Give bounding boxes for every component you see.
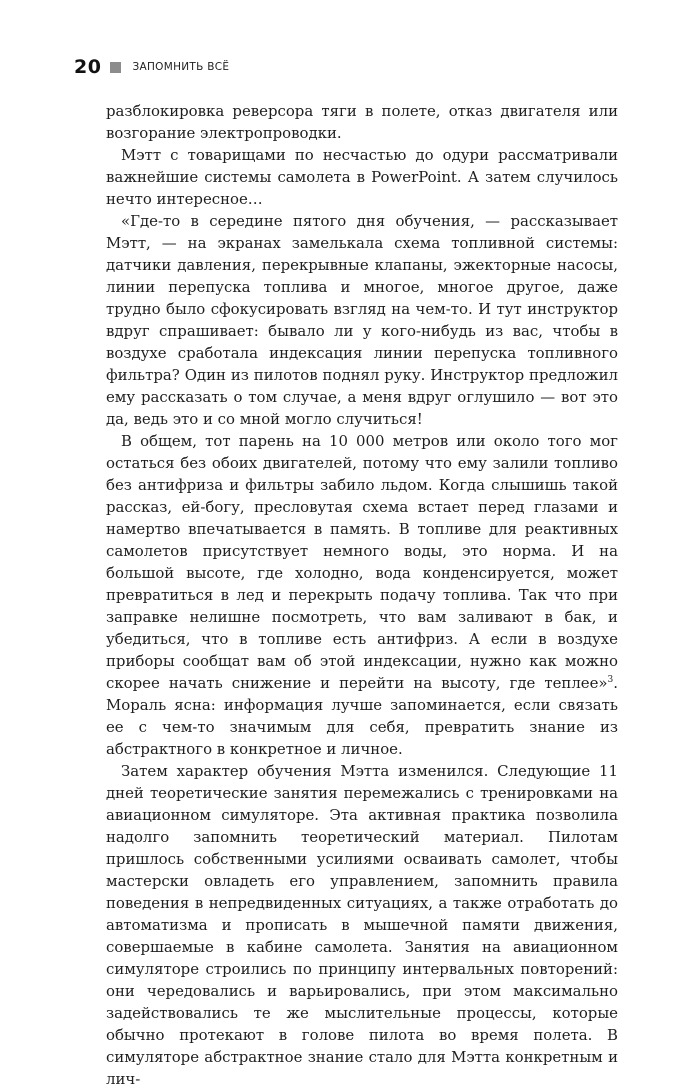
paragraph-continuation: разблокировка реверсора тяги в полете, отказ двигателя или возгорание электропроводки. [106, 102, 618, 142]
running-title: ЗАПОМНИТЬ ВСЁ [132, 61, 230, 73]
footnote-marker[interactable]: 3 [607, 675, 614, 686]
paragraph-text: В общем, тот парень на 10 000 метров или около того мог остаться без обоих двигателей, потому что ему залили топливо без антифриза и фильтры забило льдом. Когда слышишь такой рассказ, ей-богу, пресловутая схема встает перед глазами и намертво впечатывается в память. В топливе для реактивных самолетов присутствует немного воды, это норма. И на большой высоте, где холодно, вода конденсируется, может превратиться в лед и перекрыть подачу топлива. Так что при заправке нелишне посмотреть, что вам заливают в бак, и убедиться, что в топливе есть антифриз. А если в воздухе приборы сообщат вам об этой индексации, нужно как можно скорее начать снижение и перейти на высоту, где теплее» [106, 432, 618, 692]
running-head [74, 56, 229, 78]
body-text [106, 100, 618, 1090]
page-number: 20 [74, 56, 102, 78]
paragraph: Затем характер обучения Мэтта изменился. Следующие 11 дней теоретические занятия перемежались с тренировками на авиационном симуляторе. Эта активная практика позволила надолго запомнить теоретический материал. Пилотам пришлось собственными усилиями осваивать самолет, чтобы мастерски овладеть его управлением, запомнить правила поведения в непредвиденных ситуациях, а также отработать до автоматизма и прописать в мышечной памяти движения, совершаемые в кабине самолета. Занятия на авиационном симуляторе строились по принципу интервальных повторений: они чередовались и варьировались, при этом максимально задействовались те же мыслительные процессы, которые обычно протекают в голове пилота во время полета. В симуляторе абстрактное знание стало для Мэтта конкретным и лич- [106, 762, 618, 1088]
paragraph-text: . Мораль ясна: информация лучше запоминается, если связать ее с чем-то значимым для себя, превратить знание из абстрактного в конкретное и личное. [106, 674, 618, 758]
paragraph-quote: «Где-то в середине пятого дня обучения, — рассказывает Мэтт, — на экранах замелькала схема топливной системы: датчики давления, перекрывные клапаны, эжекторные насосы, линии перепуска топлива и многое, многое другое, даже трудно было сфокусировать взгляд на чем-то. И тут инструктор вдруг спрашивает: бывало ли у кого-нибудь из вас, чтобы в воздухе сработала индексация линии перепуска топливного фильтра? Один из пилотов поднял руку. Инструктор предложил ему рассказать о том случае, а меня вдруг оглушило — вот это да, ведь это и со мной могло случиться! [106, 212, 618, 428]
paragraph-with-footnote [106, 430, 618, 760]
square-ornament-icon [110, 62, 121, 73]
paragraph: Мэтт с товарищами по несчастью до одури рассматривали важнейшие системы самолета в PowerPoint. А затем случилось нечто интересное… [106, 146, 618, 208]
